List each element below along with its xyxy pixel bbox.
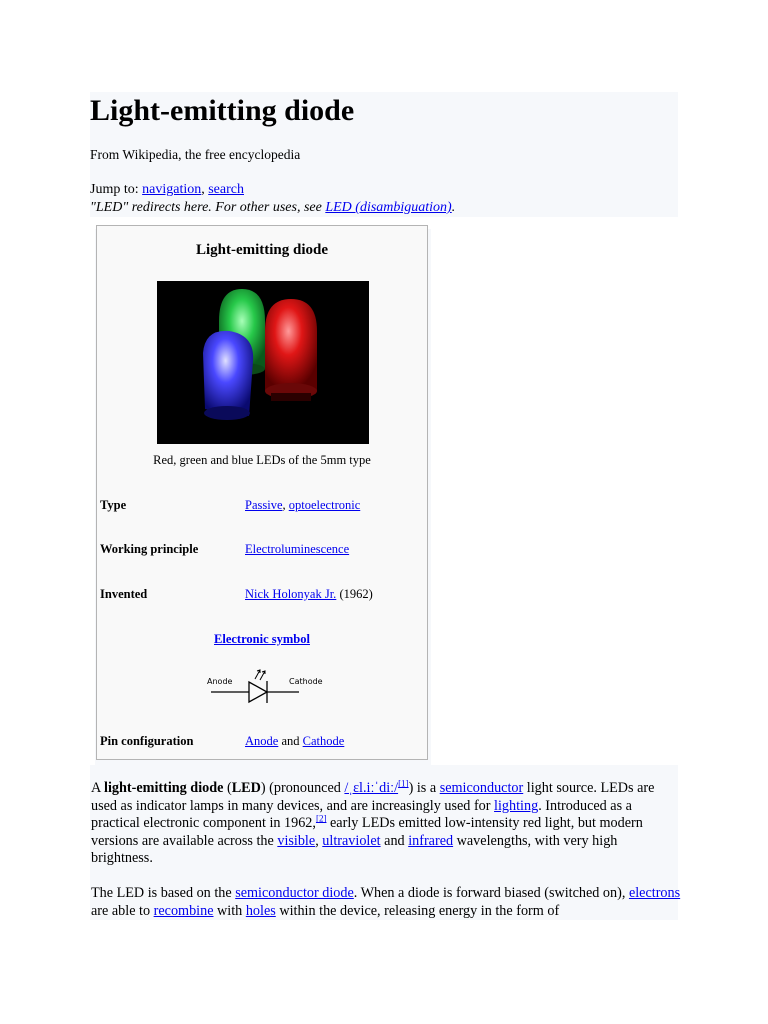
electroluminescence-link[interactable]: Electroluminescence	[245, 542, 350, 556]
ultraviolet-link[interactable]: ultraviolet	[322, 832, 381, 849]
page-title: Light-emitting diode	[90, 94, 355, 127]
infobox-symbol-heading	[97, 632, 427, 647]
infobox-invented-label: Invented	[100, 587, 148, 601]
article-body	[91, 780, 681, 937]
jump-navigation-link[interactable]: navigation	[142, 182, 202, 197]
jump-search-link[interactable]: search	[208, 182, 244, 197]
holes-link[interactable]: holes	[245, 902, 276, 919]
infobox-principle-label: Working principle	[100, 542, 199, 556]
red-led	[265, 299, 317, 401]
reference-link-2[interactable]: [2]	[315, 813, 327, 824]
jump-to-label: Jump to:	[90, 182, 143, 197]
infobox-type-label: Type	[100, 498, 127, 512]
cathode-link[interactable]: Cathode	[302, 734, 345, 748]
infobox-type-value	[245, 498, 360, 513]
text: ) (pronounced	[260, 780, 345, 796]
electronic-symbol-link[interactable]: Electronic symbol	[214, 632, 310, 646]
hatnote	[90, 200, 455, 216]
symbol-anode-text: Anode	[207, 677, 233, 686]
infobox-pin-value	[245, 734, 344, 749]
site-tagline: From Wikipedia, the free encyclopedia	[90, 147, 301, 162]
reference-link-1[interactable]: [1]	[398, 778, 409, 789]
text: ,	[315, 832, 323, 849]
text: The LED is based on the	[91, 884, 236, 901]
bold-term: LED	[231, 780, 261, 796]
visible-link[interactable]: visible	[277, 832, 316, 849]
text: are able to	[91, 902, 154, 919]
page-gap-right	[431, 217, 678, 765]
text: and	[380, 832, 409, 849]
diode-symbol-icon	[203, 666, 323, 706]
text: within the device, releasing energy in the form of	[275, 902, 560, 919]
optoelectronic-link[interactable]: optoelectronic	[288, 498, 361, 512]
text: with	[213, 902, 246, 919]
type-sep: ,	[282, 498, 289, 512]
semiconductor-diode-link[interactable]: semiconductor diode	[235, 884, 354, 901]
second-paragraph	[91, 885, 681, 920]
holonyak-link[interactable]: Nick Holonyak Jr.	[245, 587, 337, 601]
invented-year: (1962)	[336, 587, 373, 601]
jump-to-bar	[90, 182, 244, 198]
lighting-link[interactable]: lighting	[494, 797, 539, 814]
led-photo-image	[157, 281, 369, 444]
page-gap-left	[90, 217, 95, 765]
intro-paragraph	[91, 780, 681, 868]
electrons-link[interactable]: electrons	[628, 884, 681, 901]
pin-and: and	[278, 734, 303, 748]
passive-link[interactable]: Passive	[245, 498, 283, 512]
infobox-title: Light-emitting diode	[195, 242, 329, 258]
disambiguation-link[interactable]: LED (disambiguation)	[325, 200, 452, 215]
text: . When a diode is forward biased (switched on),	[353, 884, 629, 901]
semiconductor-link[interactable]: semiconductor	[439, 780, 524, 796]
infrared-link[interactable]: infrared	[408, 832, 454, 849]
text: A	[91, 780, 105, 796]
infobox-principle-value	[245, 542, 349, 557]
hatnote-end: .	[451, 200, 456, 215]
infobox	[96, 225, 428, 760]
hatnote-text: "LED" redirects here. For other uses, see	[90, 200, 326, 215]
recombine-link[interactable]: recombine	[153, 902, 214, 919]
text: early LEDs emitted low-intensity red light, but modern versions are available across the	[91, 815, 643, 849]
text: wavelengths, with very high brightness.	[91, 832, 618, 867]
infobox-pin-label: Pin configuration	[100, 734, 194, 748]
bold-term: light-emitting diode	[104, 780, 224, 796]
ipa-pronunciation-link[interactable]: /ˌɛl.iːˈdiː/	[344, 780, 399, 796]
text: ) is a	[408, 780, 440, 796]
anode-link[interactable]: Anode	[245, 734, 279, 748]
symbol-cathode-text: Cathode	[289, 677, 323, 686]
jump-separator: ,	[201, 182, 209, 197]
text: (	[223, 780, 232, 796]
infobox-image-caption: Red, green and blue LEDs of the 5mm type	[153, 453, 371, 467]
text: . Introduced as a practical electronic component in 1962,	[91, 797, 632, 832]
text: light source. LEDs are used as indicator lamps in many devices, and are increasingly used for	[91, 780, 655, 814]
infobox-invented-value	[245, 587, 373, 602]
blue-led	[203, 331, 253, 420]
